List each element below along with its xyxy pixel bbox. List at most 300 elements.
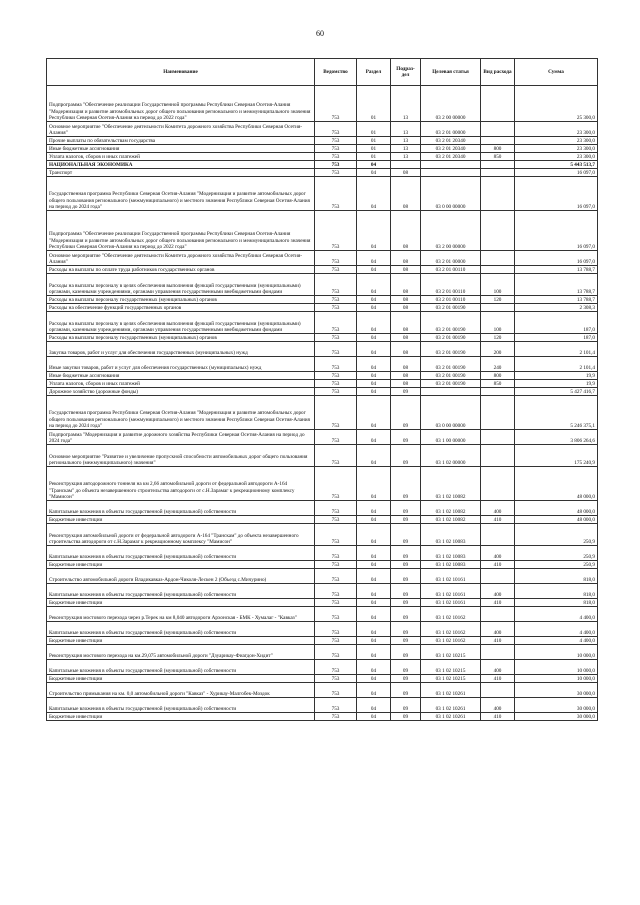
row-sum: 818,0 — [515, 569, 598, 584]
row-expense-type: 800 — [481, 145, 515, 153]
table-header-row — [47, 59, 598, 86]
row-ved: 753 — [315, 516, 357, 524]
row-razdel: 04 — [357, 683, 391, 698]
table-row — [47, 645, 598, 660]
row-razdel: 04 — [357, 546, 391, 561]
row-razdel: 04 — [357, 561, 391, 569]
row-ved: 753 — [315, 304, 357, 312]
row-ved: 753 — [315, 599, 357, 607]
row-sum: 187,0 — [515, 334, 598, 342]
row-name: Капитальные вложения в объекты государственной (муниципальной) собственности — [47, 660, 315, 675]
table-row — [47, 430, 598, 445]
row-target-article: 03 2 01 00190 — [421, 372, 481, 380]
row-name: Расходы на выплаты персоналу в целях обеспечения выполнения функций государственными (муниципальными) органами, казенными учреждениями, органами управления государственными внебюджетными фондами — [47, 274, 315, 296]
row-podrazdel: 09 — [391, 501, 421, 516]
row-expense-type — [481, 396, 515, 430]
row-expense-type — [481, 607, 515, 622]
row-name: Расходы на обеспечение функций государственных органов — [47, 304, 315, 312]
row-razdel: 01 — [357, 145, 391, 153]
row-razdel: 04 — [357, 445, 391, 467]
row-sum: 23 300,0 — [515, 145, 598, 153]
table-row — [47, 675, 598, 683]
row-name: Реконструкция мостового перехода на км.29,075 автомобильной дороги "Дзуарикау-Фиагдон-Хидит" — [47, 645, 315, 660]
row-target-article: 03 1 02 10161 — [421, 569, 481, 584]
row-target-article: 03 1 02 10215 — [421, 675, 481, 683]
row-name: Расходы на выплаты по оплате труда работников государственных органов — [47, 266, 315, 274]
row-name: Строительство автомобильной дороги Владикавказ-Ардон-Чиколя-Лескен 2 (Объезд с.Мичурино) — [47, 569, 315, 584]
row-razdel: 04 — [357, 211, 391, 251]
row-ved: 753 — [315, 524, 357, 546]
row-razdel: 04 — [357, 296, 391, 304]
row-razdel: 01 — [357, 153, 391, 161]
row-ved: 753 — [315, 637, 357, 645]
row-sum: 23 300,0 — [515, 137, 598, 145]
row-podrazdel: 09 — [391, 546, 421, 561]
row-expense-type — [481, 430, 515, 445]
row-target-article: 03 1 02 00000 — [421, 445, 481, 467]
table-row — [47, 569, 598, 584]
header-razdel: Раздел — [357, 59, 391, 86]
row-name: Иные закупки товаров, работ и услуг для обеспечения государственных (муниципальных) нужд — [47, 357, 315, 372]
row-sum: 30 000,0 — [515, 683, 598, 698]
row-target-article: 03 2 00 00000 — [421, 211, 481, 251]
row-ved: 753 — [315, 660, 357, 675]
row-podrazdel — [391, 161, 421, 169]
row-target-article — [421, 388, 481, 396]
table-row — [47, 388, 598, 396]
row-sum: 13 788,7 — [515, 266, 598, 274]
row-razdel: 04 — [357, 266, 391, 274]
row-expense-type — [481, 137, 515, 145]
row-name: Дорожное хозяйство (дорожные фонды) — [47, 388, 315, 396]
row-name: Реконструкция автодорожного тоннеля на км 2,66 автомобильной дороги от федеральной автодороги А-164 "Транскам" до объекта незавершенного строительства автодороги от с.Н.Зарамаг к рекреационному комплексу "Мамисон" — [47, 467, 315, 501]
row-expense-type: 410 — [481, 516, 515, 524]
header-name: Наименование — [47, 59, 315, 86]
table-row — [47, 334, 598, 342]
row-razdel: 04 — [357, 467, 391, 501]
row-sum: 4 400,0 — [515, 607, 598, 622]
row-razdel: 04 — [357, 430, 391, 445]
row-razdel: 04 — [357, 312, 391, 334]
row-name: Капитальные вложения в объекты государственной (муниципальной) собственности — [47, 546, 315, 561]
row-name: Расходы на выплаты персоналу государственных (муниципальных) органов — [47, 334, 315, 342]
row-razdel: 01 — [357, 122, 391, 137]
row-expense-type: 850 — [481, 153, 515, 161]
row-target-article: 03 0 00 00000 — [421, 396, 481, 430]
row-sum: 2 101,4 — [515, 342, 598, 357]
row-ved: 753 — [315, 584, 357, 599]
row-sum: 250,9 — [515, 524, 598, 546]
row-name: Основное мероприятие "Обеспечение деятельности Комитета дорожного хозяйства Республики Северная Осетия-Алания" — [47, 122, 315, 137]
header-ved: Ведомство — [315, 59, 357, 86]
row-target-article: 03 2 00 00000 — [421, 86, 481, 122]
row-expense-type: 100 — [481, 274, 515, 296]
row-razdel: 04 — [357, 380, 391, 388]
table-row — [47, 683, 598, 698]
row-target-article: 03 2 01 00190 — [421, 380, 481, 388]
row-podrazdel: 09 — [391, 698, 421, 713]
row-name: Капитальные вложения в объекты государственной (муниципальной) собственности — [47, 698, 315, 713]
row-sum: 13 788,7 — [515, 274, 598, 296]
row-ved: 753 — [315, 274, 357, 296]
row-expense-type: 400 — [481, 660, 515, 675]
row-target-article: 03 1 02 10162 — [421, 622, 481, 637]
row-podrazdel: 09 — [391, 430, 421, 445]
row-ved: 753 — [315, 467, 357, 501]
row-target-article: 03 1 02 10083 — [421, 524, 481, 546]
row-target-article: 03 2 01 00190 — [421, 312, 481, 334]
row-podrazdel: 09 — [391, 637, 421, 645]
row-sum: 175 240,9 — [515, 445, 598, 467]
row-podrazdel: 13 — [391, 153, 421, 161]
row-ved: 753 — [315, 296, 357, 304]
row-target-article: 03 2 01 00110 — [421, 296, 481, 304]
row-razdel: 04 — [357, 342, 391, 357]
table-row — [47, 342, 598, 357]
row-podrazdel: 08 — [391, 251, 421, 266]
row-expense-type: 410 — [481, 675, 515, 683]
table-row — [47, 380, 598, 388]
row-expense-type — [481, 683, 515, 698]
row-razdel: 04 — [357, 516, 391, 524]
row-sum: 250,9 — [515, 561, 598, 569]
table-row — [47, 445, 598, 467]
row-expense-type — [481, 251, 515, 266]
row-expense-type — [481, 304, 515, 312]
table-row — [47, 637, 598, 645]
row-sum: 10 000,0 — [515, 675, 598, 683]
row-expense-type: 410 — [481, 599, 515, 607]
row-name: Расходы на выплаты персоналу в целях обеспечения выполнения функций государственными (муниципальными) органами, казенными учреждениями, органами управления государственными внебюджетными фондами — [47, 312, 315, 334]
row-name: Бюджетные инвестиции — [47, 713, 315, 721]
table-row — [47, 524, 598, 546]
row-podrazdel: 08 — [391, 274, 421, 296]
row-ved: 753 — [315, 251, 357, 266]
row-ved: 753 — [315, 569, 357, 584]
row-razdel: 04 — [357, 334, 391, 342]
row-ved: 753 — [315, 380, 357, 388]
row-name: Основное мероприятие "Развитие и увеличение пропускной способности автомобильных дорог общего пользования регионального (межмуниципального) значения" — [47, 445, 315, 467]
row-podrazdel: 09 — [391, 561, 421, 569]
table-row — [47, 122, 598, 137]
row-expense-type: 200 — [481, 342, 515, 357]
row-target-article: 03 2 01 00110 — [421, 266, 481, 274]
row-name: Капитальные вложения в объекты государственной (муниципальной) собственности — [47, 622, 315, 637]
row-target-article: 03 1 02 10261 — [421, 713, 481, 721]
row-expense-type: 400 — [481, 622, 515, 637]
table-row — [47, 713, 598, 721]
row-target-article: 03 1 02 10162 — [421, 607, 481, 622]
row-razdel: 04 — [357, 177, 391, 211]
row-target-article: 03 1 02 10161 — [421, 599, 481, 607]
row-name: Транспорт — [47, 169, 315, 177]
row-expense-type — [481, 177, 515, 211]
row-podrazdel: 09 — [391, 607, 421, 622]
row-target-article: 03 1 00 00000 — [421, 430, 481, 445]
row-expense-type — [481, 467, 515, 501]
table-row — [47, 251, 598, 266]
row-razdel: 04 — [357, 584, 391, 599]
row-name: Капитальные вложения в объекты государственной (муниципальной) собственности — [47, 584, 315, 599]
row-razdel: 04 — [357, 713, 391, 721]
row-sum: 16 097,0 — [515, 251, 598, 266]
row-podrazdel: 08 — [391, 372, 421, 380]
row-expense-type: 800 — [481, 372, 515, 380]
table-row — [47, 501, 598, 516]
row-podrazdel: 09 — [391, 445, 421, 467]
row-name: Бюджетные инвестиции — [47, 599, 315, 607]
row-name: Бюджетные инвестиции — [47, 637, 315, 645]
row-sum: 250,9 — [515, 546, 598, 561]
table-row — [47, 372, 598, 380]
row-expense-type: 400 — [481, 584, 515, 599]
row-podrazdel: 09 — [391, 675, 421, 683]
row-ved: 753 — [315, 266, 357, 274]
row-sum: 48 000,0 — [515, 467, 598, 501]
row-podrazdel: 09 — [391, 645, 421, 660]
table-row — [47, 599, 598, 607]
row-name: Строительство примыкания на км. 0,0 автомобильной дороги "Кавказ" - Хурикау-Малгобек-Моздок — [47, 683, 315, 698]
row-target-article: 03 1 02 10215 — [421, 645, 481, 660]
row-name: Государственная программа Республики Северная Осетия-Алания "Модернизация и развитие автомобильных дорог общего пользования регионального (межмуниципального) и местного значения Республики Северная Осетия-Алания на период до 2024 года" — [47, 177, 315, 211]
row-razdel: 04 — [357, 637, 391, 645]
row-razdel: 04 — [357, 524, 391, 546]
row-ved: 753 — [315, 546, 357, 561]
row-sum: 2 101,4 — [515, 357, 598, 372]
row-ved: 753 — [315, 501, 357, 516]
row-podrazdel: 09 — [391, 516, 421, 524]
row-name: Подпрограмма "Обеспечение реализации Государственной программы Республики Северная Осетия-Алания "Модернизация и развитие автомобильных дорог общего пользования регионального и межмуниципального значения Республики Северная Осетия-Алания на период до 2022 года" — [47, 211, 315, 251]
row-sum: 16 097,0 — [515, 169, 598, 177]
table-row — [47, 622, 598, 637]
row-sum: 48 000,0 — [515, 501, 598, 516]
row-podrazdel: 08 — [391, 177, 421, 211]
table-row — [47, 145, 598, 153]
row-expense-type — [481, 645, 515, 660]
row-expense-type — [481, 266, 515, 274]
row-expense-type: 410 — [481, 713, 515, 721]
page-number: 60 — [316, 29, 324, 38]
row-podrazdel: 13 — [391, 137, 421, 145]
row-name: Расходы на выплаты персоналу государственных (муниципальных) органов — [47, 296, 315, 304]
row-ved: 753 — [315, 430, 357, 445]
row-name: Основное мероприятие "Обеспечение деятельности Комитета дорожного хозяйства Республики Северная Осетия-Алания" — [47, 251, 315, 266]
row-target-article: 03 2 01 20340 — [421, 153, 481, 161]
row-sum: 23 300,0 — [515, 122, 598, 137]
row-ved: 753 — [315, 145, 357, 153]
row-target-article: 03 1 02 10083 — [421, 561, 481, 569]
row-target-article: 03 2 01 20340 — [421, 137, 481, 145]
table-row — [47, 304, 598, 312]
row-sum: 48 000,0 — [515, 516, 598, 524]
row-podrazdel: 08 — [391, 169, 421, 177]
row-podrazdel: 09 — [391, 467, 421, 501]
table-row — [47, 607, 598, 622]
table-row — [47, 467, 598, 501]
table-row — [47, 274, 598, 296]
row-razdel: 04 — [357, 357, 391, 372]
table-row — [47, 211, 598, 251]
row-podrazdel: 09 — [391, 388, 421, 396]
row-sum: 30 000,0 — [515, 713, 598, 721]
row-expense-type — [481, 524, 515, 546]
row-sum: 19,9 — [515, 380, 598, 388]
row-sum: 4 400,0 — [515, 622, 598, 637]
row-sum: 4 400,0 — [515, 637, 598, 645]
row-sum: 5 427 416,7 — [515, 388, 598, 396]
row-ved: 753 — [315, 357, 357, 372]
row-target-article: 03 1 02 10162 — [421, 637, 481, 645]
row-podrazdel: 08 — [391, 334, 421, 342]
row-ved: 753 — [315, 675, 357, 683]
row-podrazdel: 08 — [391, 304, 421, 312]
table-row — [47, 396, 598, 430]
row-sum: 23 300,0 — [515, 153, 598, 161]
row-razdel: 04 — [357, 622, 391, 637]
row-razdel: 04 — [357, 569, 391, 584]
row-razdel: 04 — [357, 675, 391, 683]
row-name: Бюджетные инвестиции — [47, 675, 315, 683]
row-ved: 753 — [315, 342, 357, 357]
row-podrazdel: 09 — [391, 713, 421, 721]
row-sum: 818,0 — [515, 599, 598, 607]
row-ved: 753 — [315, 211, 357, 251]
row-podrazdel: 09 — [391, 569, 421, 584]
row-podrazdel: 13 — [391, 122, 421, 137]
row-target-article — [421, 169, 481, 177]
row-ved: 753 — [315, 137, 357, 145]
table-row — [47, 169, 598, 177]
row-expense-type: 120 — [481, 334, 515, 342]
row-name: Бюджетные инвестиции — [47, 516, 315, 524]
row-target-article: 03 1 02 10082 — [421, 516, 481, 524]
row-razdel: 04 — [357, 251, 391, 266]
row-podrazdel: 09 — [391, 584, 421, 599]
row-ved: 753 — [315, 388, 357, 396]
row-razdel: 04 — [357, 599, 391, 607]
row-podrazdel: 08 — [391, 296, 421, 304]
row-target-article: 03 1 02 10261 — [421, 698, 481, 713]
table-row — [47, 86, 598, 122]
row-expense-type — [481, 122, 515, 137]
row-razdel: 01 — [357, 137, 391, 145]
row-expense-type: 400 — [481, 546, 515, 561]
table-row — [47, 137, 598, 145]
row-podrazdel: 08 — [391, 342, 421, 357]
row-podrazdel: 08 — [391, 380, 421, 388]
row-expense-type: 850 — [481, 380, 515, 388]
row-sum: 5 246 375,1 — [515, 396, 598, 430]
row-expense-type — [481, 169, 515, 177]
row-podrazdel: 08 — [391, 211, 421, 251]
row-name: НАЦИОНАЛЬНАЯ ЭКОНОМИКА — [47, 161, 315, 169]
row-razdel: 04 — [357, 396, 391, 430]
row-target-article — [421, 161, 481, 169]
row-razdel: 04 — [357, 660, 391, 675]
row-target-article: 03 2 01 00190 — [421, 357, 481, 372]
budget-table — [46, 58, 598, 721]
row-ved: 753 — [315, 396, 357, 430]
row-name: Прочие выплаты по обязательствам государства — [47, 137, 315, 145]
row-ved: 753 — [315, 622, 357, 637]
row-podrazdel: 09 — [391, 660, 421, 675]
row-name: Реконструкция автомобильной дороги от федеральной автодороги А-164 "Транскам" до объекта незавершенного строительства автодороги от с.Н.Зарамаг к рекреационному комплексу "Мамисон" — [47, 524, 315, 546]
row-name: Реконструкция мостового перехода через р.Терек на км 8,040 автодороги Архонская - БМК - Хумалаг - "Кавказ" — [47, 607, 315, 622]
table-row — [47, 516, 598, 524]
header-podrazdel: Подраз-дел — [391, 59, 421, 86]
row-sum: 818,0 — [515, 584, 598, 599]
row-podrazdel: 08 — [391, 357, 421, 372]
row-name: Закупка товаров, работ и услуг для обеспечения государственных (муниципальных) нужд — [47, 342, 315, 357]
row-ved: 753 — [315, 645, 357, 660]
row-expense-type: 400 — [481, 501, 515, 516]
row-ved: 753 — [315, 713, 357, 721]
row-target-article: 03 1 02 10261 — [421, 683, 481, 698]
row-name: Подпрограмма "Модернизация и развитие дорожного хозяйства Республики Северная Осетия-Алания на период до 2024 года" — [47, 430, 315, 445]
row-name: Иные бюджетные ассигнования — [47, 372, 315, 380]
table-row — [47, 153, 598, 161]
row-ved: 753 — [315, 122, 357, 137]
row-target-article: 03 2 01 00190 — [421, 342, 481, 357]
row-expense-type: 100 — [481, 312, 515, 334]
row-razdel: 04 — [357, 274, 391, 296]
row-sum: 10 000,0 — [515, 645, 598, 660]
row-expense-type — [481, 388, 515, 396]
row-target-article: 03 2 01 00190 — [421, 334, 481, 342]
header-sum: Сумма — [515, 59, 598, 86]
row-expense-type — [481, 211, 515, 251]
row-ved: 753 — [315, 153, 357, 161]
row-ved: 753 — [315, 607, 357, 622]
row-razdel: 04 — [357, 645, 391, 660]
row-sum: 16 097,0 — [515, 211, 598, 251]
row-razdel: 04 — [357, 607, 391, 622]
row-expense-type — [481, 86, 515, 122]
table-row — [47, 698, 598, 713]
table-row — [47, 357, 598, 372]
row-name: Иные бюджетные ассигнования — [47, 145, 315, 153]
row-expense-type: 400 — [481, 698, 515, 713]
row-expense-type: 410 — [481, 561, 515, 569]
row-sum: 3 806 264,6 — [515, 430, 598, 445]
row-ved: 753 — [315, 169, 357, 177]
row-ved: 753 — [315, 683, 357, 698]
row-razdel: 04 — [357, 161, 391, 169]
row-ved: 753 — [315, 698, 357, 713]
row-expense-type: 410 — [481, 637, 515, 645]
row-podrazdel: 13 — [391, 145, 421, 153]
row-sum: 25 300,0 — [515, 86, 598, 122]
row-sum: 5 443 513,7 — [515, 161, 598, 169]
row-razdel: 01 — [357, 86, 391, 122]
header-expense-type: Вид расхода — [481, 59, 515, 86]
row-name: Государственная программа Республики Северная Осетия-Алания "Модернизация и развитие автомобильных дорог общего пользования регионального (межмуниципального) и местного значения Республики Северная Осетия-Алания на период до 2024 года" — [47, 396, 315, 430]
row-expense-type: 120 — [481, 296, 515, 304]
row-target-article: 03 2 01 00000 — [421, 122, 481, 137]
row-razdel: 04 — [357, 372, 391, 380]
table-row — [47, 660, 598, 675]
header-target-article: Целевая статья — [421, 59, 481, 86]
row-podrazdel: 09 — [391, 599, 421, 607]
row-target-article: 03 0 00 00000 — [421, 177, 481, 211]
table-row — [47, 161, 598, 169]
row-expense-type — [481, 445, 515, 467]
row-name: Бюджетные инвестиции — [47, 561, 315, 569]
row-target-article: 03 2 01 20340 — [421, 145, 481, 153]
row-name: Уплата налогов, сборов и иных платежей — [47, 380, 315, 388]
row-sum: 187,0 — [515, 312, 598, 334]
row-sum: 10 000,0 — [515, 660, 598, 675]
